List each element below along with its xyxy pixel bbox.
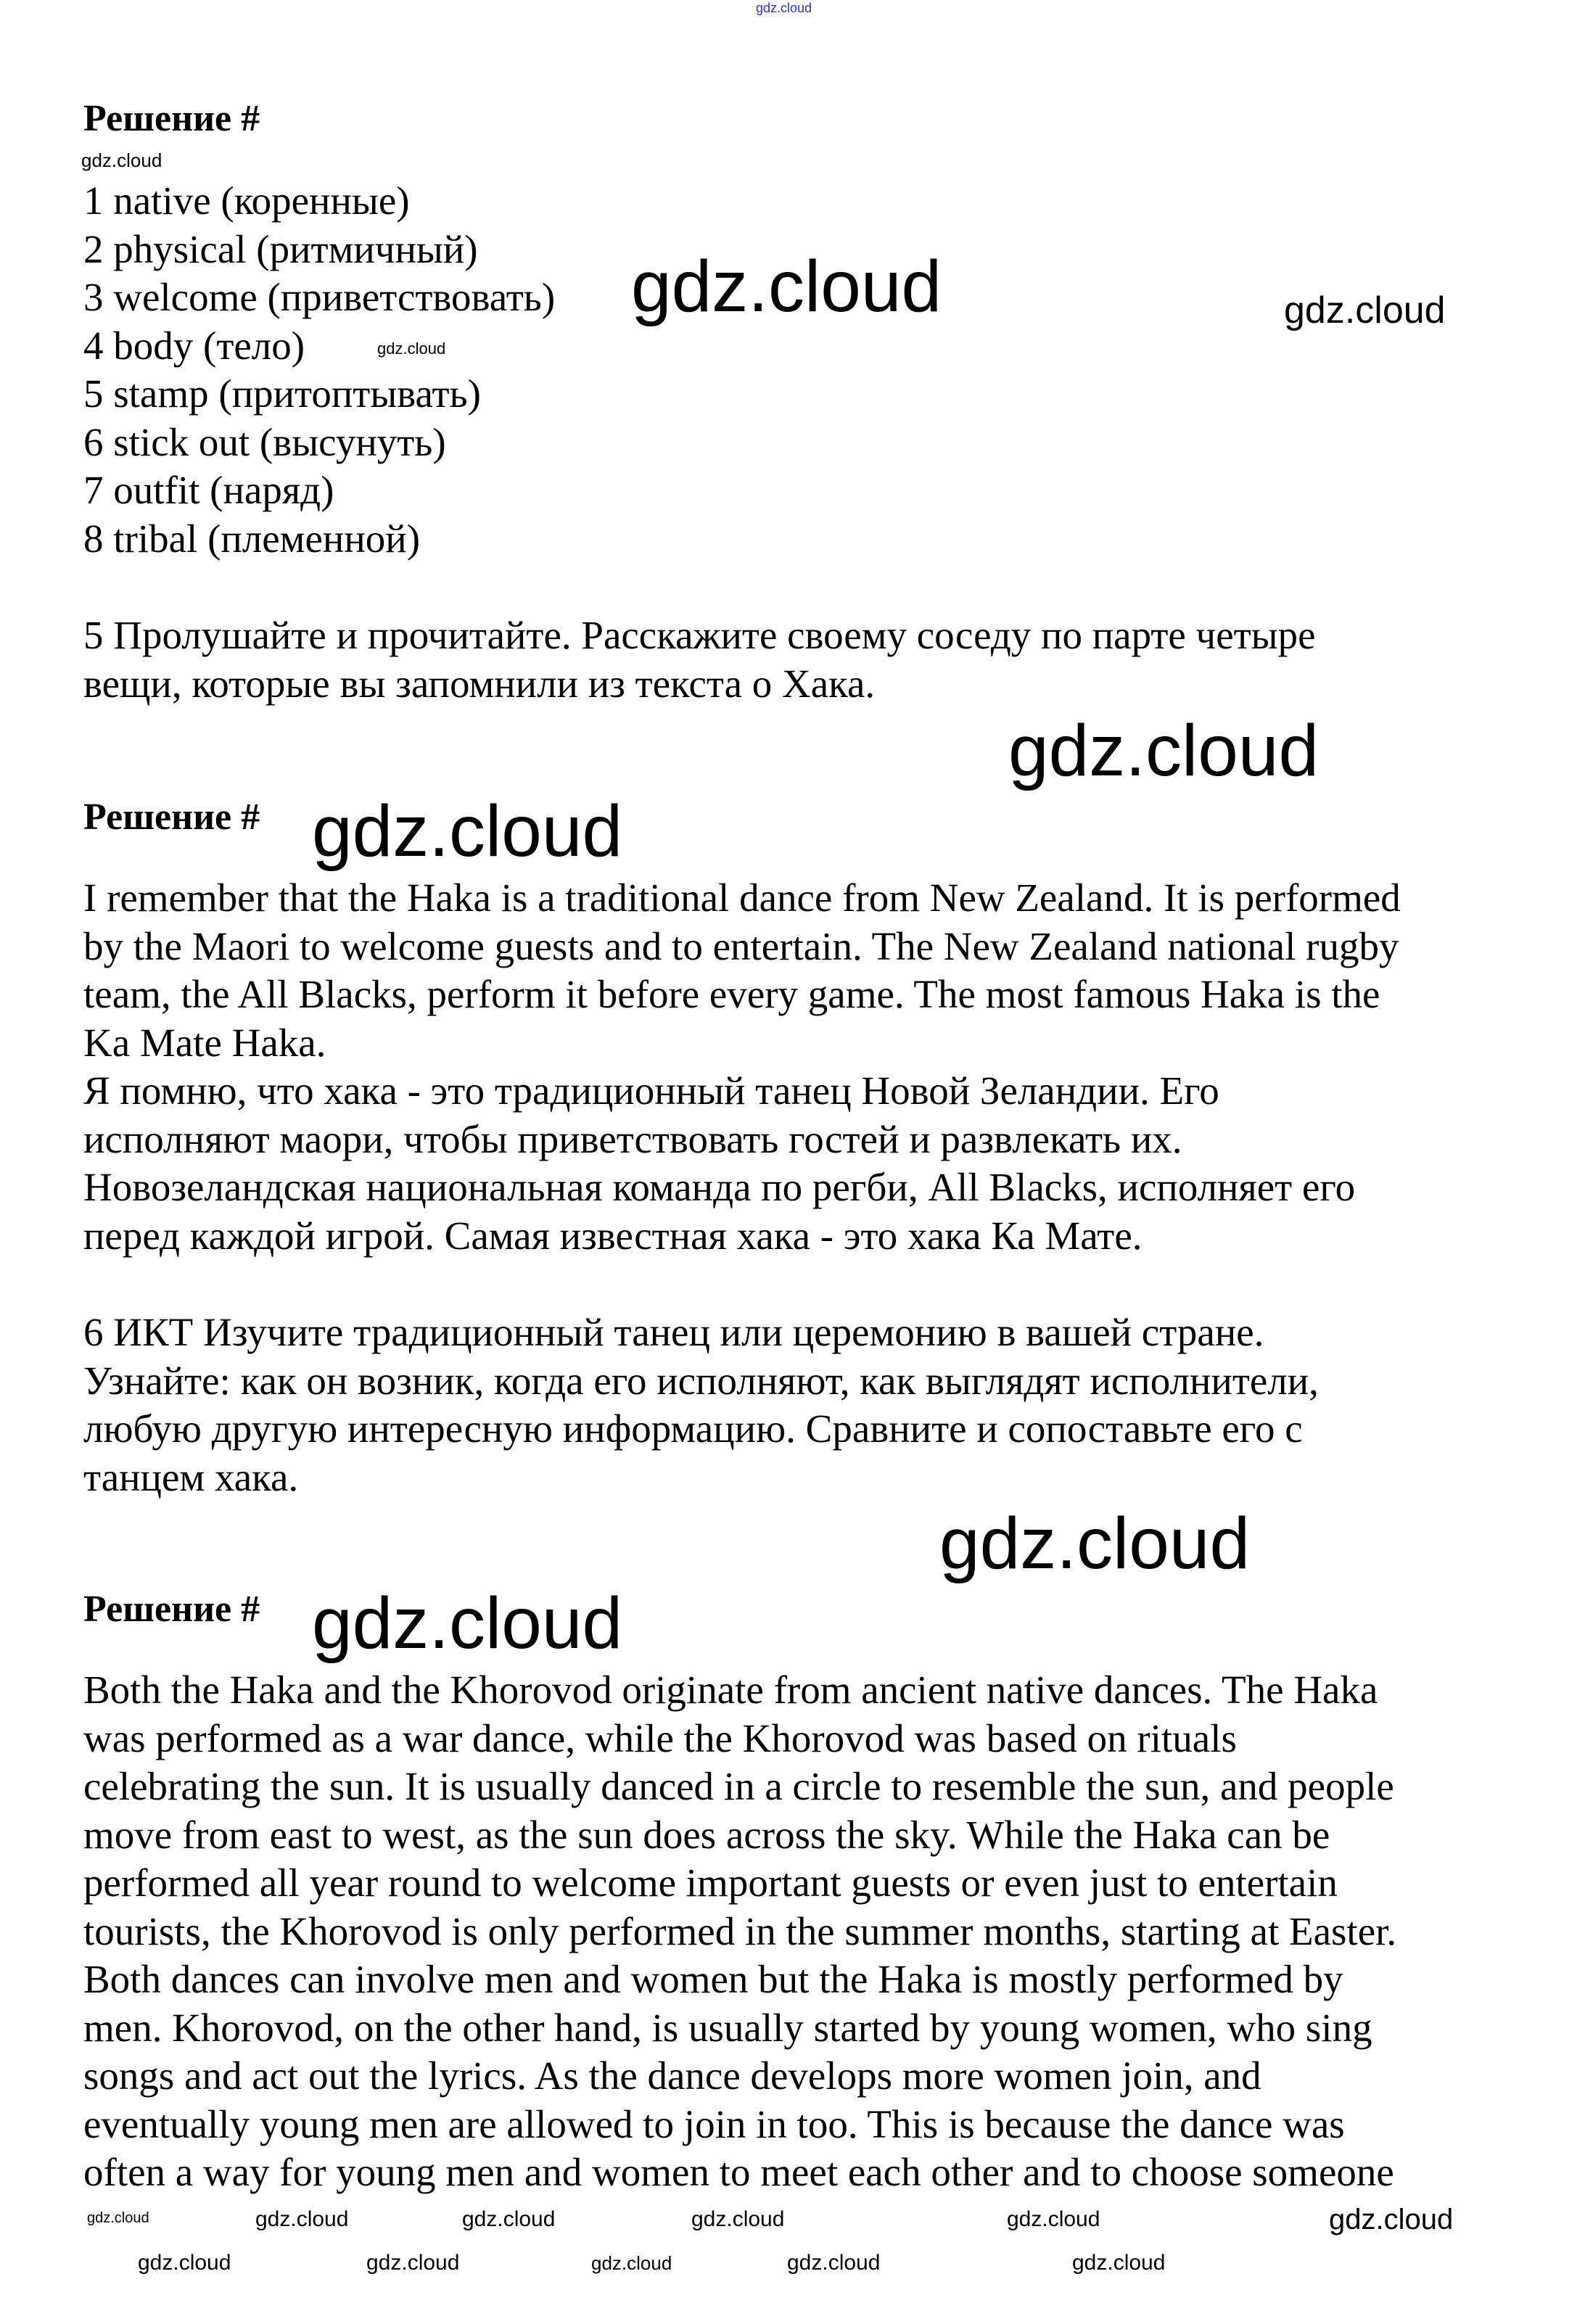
watermark: gdz.cloud	[312, 791, 623, 872]
solution-heading-1: Решение #	[83, 98, 260, 139]
text-line: move from east to west, as the sun does across the sky. While the Haka can be	[83, 1812, 1330, 1857]
watermark: gdz.cloud	[756, 1, 812, 15]
text-line: often a way for young men and women to meet each other and to choose someone	[83, 2150, 1394, 2194]
watermark: gdz.cloud	[255, 2207, 349, 2231]
solution-3-text	[83, 1666, 1396, 2197]
task-6-text	[83, 1309, 1319, 1501]
text-line: любую другую интересную информацию. Сравните и сопоставьте его с	[83, 1406, 1303, 1451]
watermark: gdz.cloud	[1008, 710, 1320, 791]
text-line: men. Khorovod, on the other hand, is usually started by young women, who sing	[83, 2005, 1372, 2050]
text-line: I remember that the Haka is a traditional dance from New Zealand. It is performed	[83, 875, 1401, 920]
text-line: Я помню, что хака - это традиционный танец Новой Зеландии. Его	[83, 1068, 1219, 1113]
watermark: gdz.cloud	[1284, 289, 1446, 331]
text-line: исполняют маори, чтобы приветствовать гостей и развлекать их.	[83, 1116, 1182, 1161]
watermark: gdz.cloud	[1007, 2207, 1100, 2231]
text-line: celebrating the sun. It is usually danced in a circle to resemble the sun, and people	[83, 1764, 1394, 1808]
list-item: 7 outfit (наряд)	[83, 468, 334, 512]
list-item: 6 stick out (высунуть)	[83, 419, 446, 464]
watermark: gdz.cloud	[691, 2207, 785, 2231]
watermark: gdz.cloud	[87, 2210, 149, 2226]
vocabulary-list	[83, 177, 555, 563]
text-line: performed all year round to welcome important guests or even just to entertain	[83, 1861, 1338, 1905]
text-line: 6 ИКТ Изучите традиционный танец или церемонию в вашей стране.	[83, 1310, 1264, 1354]
solution-2-text	[83, 874, 1401, 1260]
text-line: Both the Haka and the Khorovod originate from ancient native dances. The Haka	[83, 1668, 1378, 1712]
watermark: gdz.cloud	[462, 2207, 556, 2231]
watermark: gdz.cloud	[591, 2252, 672, 2274]
text-line: 5 Пролушайте и прочитайте. Расскажите своему соседу по парте четыре	[83, 613, 1316, 657]
watermark: gdz.cloud	[787, 2251, 881, 2275]
text-line: tourists, the Khorovod is only performed in the summer months, starting at Easter.	[83, 1908, 1397, 1953]
text-line: перед каждой игрой. Самая известная хака - это хака Ка Мате.	[83, 1213, 1143, 1258]
list-item: 5 stamp (притоптывать)	[83, 371, 481, 416]
text-line: by the Maori to welcome guests and to entertain. The New Zealand national rugby	[83, 923, 1399, 968]
solution-heading-3: Решение #	[83, 1589, 260, 1630]
text-line: танцем хака.	[83, 1454, 299, 1499]
watermark: gdz.cloud	[377, 339, 446, 358]
text-line: eventually young men are allowed to join in too. This is because the dance was	[83, 2101, 1345, 2146]
text-line: team, the All Blacks, perform it before every game. The most famous Haka is the	[83, 972, 1380, 1016]
text-line: Узнайте: как он возник, когда его исполняют, как выглядят исполнители,	[83, 1358, 1319, 1403]
text-line: Ka Mate Haka.	[83, 1020, 326, 1065]
watermark: gdz.cloud	[631, 246, 942, 327]
text-line: Новозеландская национальная команда по регби, All Blacks, исполняет его	[83, 1165, 1356, 1209]
text-line: вещи, которые вы запомнили из текста о Хака.	[83, 661, 876, 706]
list-item: 2 physical (ритмичный)	[83, 226, 478, 271]
watermark: gdz.cloud	[312, 1583, 623, 1664]
list-item: 8 tribal (племенной)	[83, 516, 421, 561]
text-line: was performed as a war dance, while the Khorovod was based on rituals	[83, 1715, 1237, 1760]
list-item: 4 body (тело)	[83, 323, 305, 368]
list-item: 1 native (коренные)	[83, 178, 410, 223]
text-line: Both dances can involve men and women but the Haka is mostly performed by	[83, 1957, 1343, 2001]
watermark: gdz.cloud	[366, 2251, 460, 2275]
watermark: gdz.cloud	[138, 2251, 231, 2275]
list-item: 3 welcome (приветствовать)	[83, 275, 556, 319]
watermark: gdz.cloud	[81, 149, 162, 171]
text-line: songs and act out the lyrics. As the dance develops more women join, and	[83, 2053, 1261, 2098]
watermark: gdz.cloud	[1329, 2204, 1454, 2236]
watermark: gdz.cloud	[1072, 2251, 1166, 2275]
solution-heading-2: Решение #	[83, 796, 260, 838]
watermark: gdz.cloud	[939, 1503, 1251, 1584]
task-5-text	[83, 611, 1316, 708]
